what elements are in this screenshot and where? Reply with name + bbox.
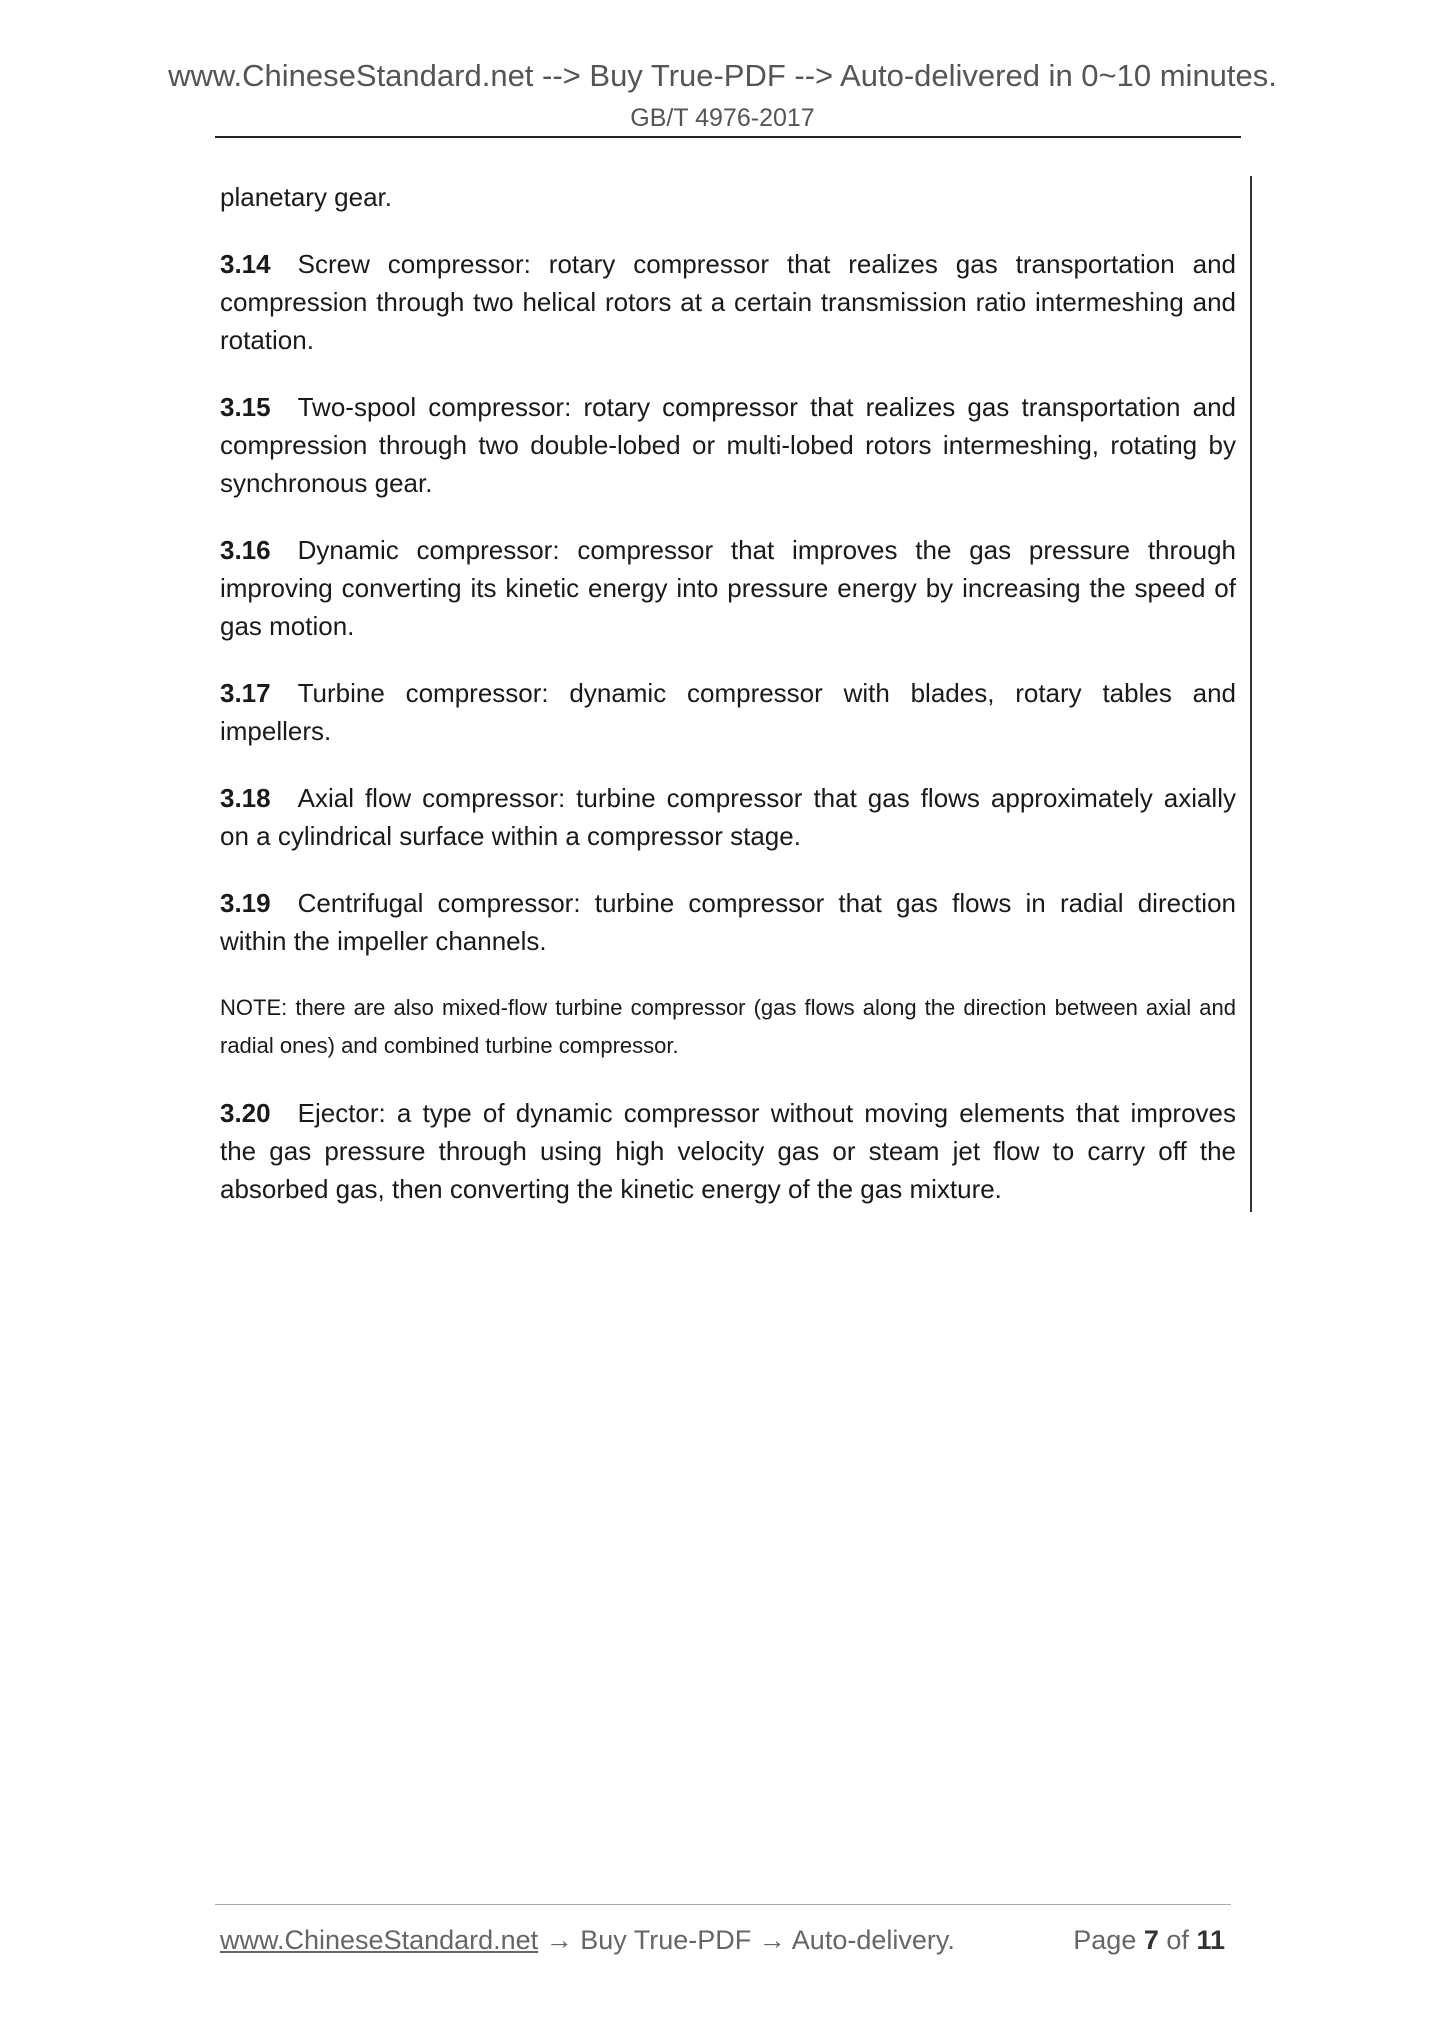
continuation-text: planetary gear.: [220, 182, 393, 212]
page-total: 11: [1196, 1925, 1225, 1955]
clause-text: Two-spool compressor: rotary compressor that realizes gas transportation and compression through two double-lobed or multi-lobed rotors intermeshing, rotating by synchronous gear.: [220, 392, 1236, 498]
footer-site-link[interactable]: www.ChineseStandard.net: [220, 1925, 539, 1955]
clause-text: Dynamic compressor: compressor that improves the gas pressure through improving converting its kinetic energy into pressure energy by increasing the speed of gas motion.: [220, 535, 1236, 641]
footer-delivery-text: Auto-delivery.: [791, 1925, 955, 1955]
clause-3-14: [220, 245, 1236, 359]
arrow-right-icon: →: [545, 1925, 573, 1955]
clause-number: 3.19: [220, 888, 271, 918]
page-number: 7: [1143, 1925, 1159, 1955]
header-banner: www.ChineseStandard.net --> Buy True-PDF --> Auto-delivered in 0~10 minutes.: [168, 58, 1277, 93]
footer-promo: [220, 1925, 955, 1956]
footer-divider: [215, 1904, 1231, 1905]
clause-text: Ejector: a type of dynamic compressor without moving elements that improves the gas pressure through using high velocity gas or steam jet flow to carry off the absorbed gas, then converting the kinetic energy of the gas mixture.: [220, 1098, 1236, 1204]
clause-text: Screw compressor: rotary compressor that realizes gas transportation and compression through two helical rotors at a certain transmission ratio intermeshing and rotation.: [220, 249, 1236, 355]
clause-number: 3.16: [220, 535, 271, 565]
clause-number: 3.17: [220, 678, 271, 708]
clause-3-19: [220, 884, 1236, 960]
clause-3-15: [220, 388, 1236, 502]
footer-buy-text: Buy True-PDF: [580, 1925, 752, 1955]
arrow-right-icon: →: [758, 1925, 786, 1955]
clause-text: Centrifugal compressor: turbine compressor that gas flows in radial direction within the impeller channels.: [220, 888, 1236, 956]
header-divider: [215, 136, 1241, 138]
clause-number: 3.15: [220, 392, 271, 422]
standard-number: GB/T 4976-2017: [630, 104, 815, 132]
change-bar: [1250, 176, 1252, 1212]
clause-number: 3.14: [220, 249, 271, 279]
clause-3-17: [220, 674, 1236, 750]
page-label: Page: [1073, 1925, 1137, 1955]
page-indicator: [1073, 1925, 1225, 1956]
clause-3-20: [220, 1094, 1236, 1208]
clause-text: Axial flow compressor: turbine compressor that gas flows approximately axially on a cylindrical surface within a compressor stage.: [220, 783, 1236, 851]
clause-number: 3.20: [220, 1098, 271, 1128]
document-body: [220, 178, 1236, 1237]
clause-3-16: [220, 531, 1236, 645]
note-text: NOTE: there are also mixed-flow turbine compressor (gas flows along the direction between axial and radial ones) and combined turbine compressor.: [220, 995, 1236, 1058]
clause-text: Turbine compressor: dynamic compressor with blades, rotary tables and impellers.: [220, 678, 1236, 746]
clause-3-18: [220, 779, 1236, 855]
of-label: of: [1166, 1925, 1189, 1955]
clause-number: 3.18: [220, 783, 271, 813]
